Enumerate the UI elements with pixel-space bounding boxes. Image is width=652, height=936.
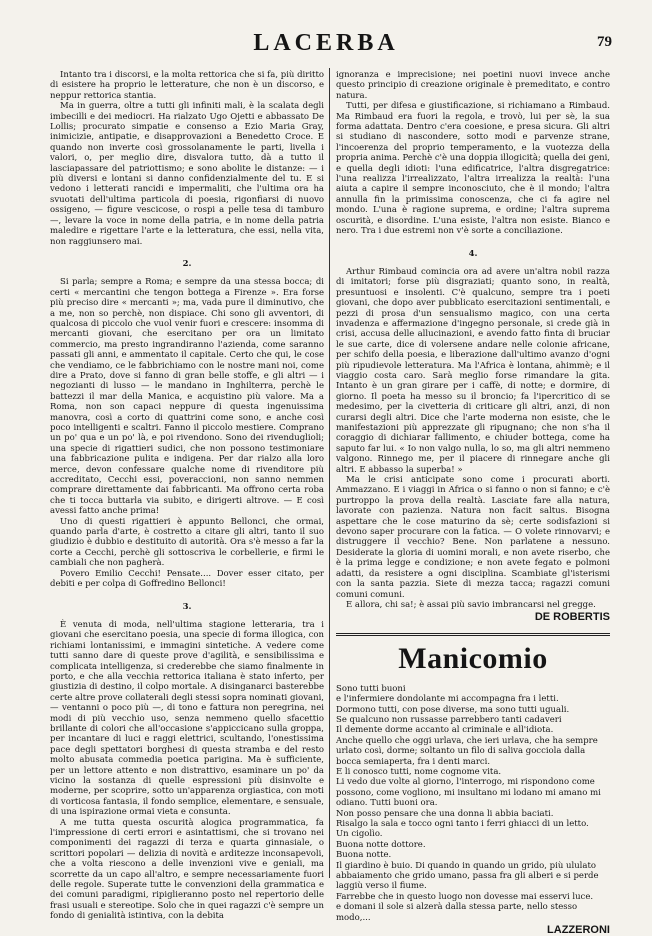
- paragraph: Arthur Rimbaud comincia ora ad avere un'altra nobil razza di imitatori; forse più disgraziati; quanto sono, in realtà, presuntuosi e insolenti. C'è qualcuno, sempre tra i poeti giovani, che dopo aver pubblicato esercitazioni sentimentali, e pezzi di prosa d'un sensualismo magico, con una certa invadenza e affermazione d'ingegno personale, si crede già in crisi, accusa delle allucinazioni, e avendo fatto finta di bruciar le sue carte, dice di volersene andare nelle colonie africane, per schifo della poesia, e liberazione dall'ultimo avanzo d'ogni più ripudievole letteratura. Ma l'Africa è lontana, ahimmè; e il viaggio costa caro. Sarà meglio forse rimandare la gita. Intanto è un gran girare per i caffè, di notte; e dormire, di giorno. Il poeta ha messo su il broncio; fa l'ipercritico di se medesimo, per la civetteria di criticare gli altri, anzi, di non curarsi degli altri. Dice che l'arte moderna non esiste, che le manifestazioni più apprezzate gli ripugnano; che non s'ha il coraggio di dichiarar fallimento, e chiuder bottega, come ha saputo far lui. « Io non valgo nulla, lo so, ma gli altri nemmeno valgono. Rinnego me, per il piacere di rinnegare anche gli altri. E abbasso la superba! »: [336, 266, 610, 475]
- section-number: 2.: [182, 258, 192, 269]
- paragraph: A me tutta questa oscurità alogica programmatica, fa l'impressione di certi errori e asintattismi, che si trovano nei componimenti dei ragazzi di terza e quarta ginnasiale, o scrittori popolari — delizia di novità e arditezze inconsapevoli, che a volta riescono a delle invenzioni vive e geniali, ma scorrette da un capo all'altro, e sempre necessariamente fuori delle regole. Superate tutte le convenzioni della grammatica e dei comuni paradigmi, ripiglieranno posto nel repertorio delle frasi usuali e stereotipe. Solo che in quei ragazzi c'è sempre un fondo di genialità istintiva, con la debita: [50, 817, 324, 922]
- poem-line: Il giardino è buio. Di quando in quando un grido, più ululato abbaiamento che grido umano, passa fra gli alberi e si perde laggiù verso il fiume.: [336, 860, 599, 892]
- poem-line: Buona notte dottore.: [336, 839, 426, 850]
- poem-line: Anche quello che oggi urlava, che ieri urlava, che ha sempre urlato così, dorme; soltanto un filo di saliva gocciola dalla bocca semiaperta, fra i denti marci.: [336, 735, 598, 767]
- paragraph: Uno di questi rigattieri è appunto Bellonci, che ormai, quando parla d'arte, è costretto a citare gli altri, tanto il suo giudizio è dubbio e destituito di autorità. Ora s'è messo a far la corte a Cecchi, perchè gli sottoscriva le corbellerie, e firmi le cambiali che non pagherà.: [50, 516, 324, 569]
- poem-title: Manicomio: [398, 641, 548, 675]
- page-header: [40, 30, 612, 58]
- poem-line: Sono tutti buoni: [336, 683, 406, 694]
- poem-line: Se qualcuno non russasse parrebbero tanti cadaveri: [336, 714, 562, 725]
- poem-line: e l'infermiere dondolante mi accompagna fra i letti.: [336, 694, 559, 705]
- paragraph: Tutti, per difesa e giustificazione, si richiamano a Rimbaud. Ma Rimbaud era fuori la regola, e trovò, lui per sè, la sua forma adattata. Dentro c'era coesione, e presa sicura. Gli altri si studiano di nascondere, sotto modi e parvenze strane, l'incoerenza del proprio temperamento, e la vuotezza della propria anima. Perchè c'è una doppia illogicità; quella dei geni, e quella degli idioti: l'una edificatrice, l'altra disgregatrice: l'una realizza l'irrealizzato, l'altra irrealizza la realtà: l'una aiuta a capire il sempre inconosciuto, che è il mondo; l'altra annulla fin la primissima conoscenza, che ci fa agire nel mondo. L'una è ragione suprema, e ordine; l'altra suprema oscurità, e disordine. L'una esiste, l'altra non esiste. Bianco e nero. Tra i due estremi non v'è sorte a conciliazione.: [336, 101, 610, 237]
- paragraph: Intanto tra i discorsi, e la molta rettorica che si fa, più diritto di esistere ha proprio le letterature, che non è un discorso, e neppur rettorica stantia.: [50, 70, 324, 101]
- section-number: 4.: [468, 248, 478, 259]
- paragraph: Ma in guerra, oltre a tutti gli infiniti mali, è la scalata degli imbecilli e dei mediocri. Ha rialzato Ugo Ojetti e abbassato De Lollis; procurato simpatie e consenso a Ezio Maria Gray, inimicizie, antipatie, e disapprovazioni a Benedetto Croce. E quando non inverte così grossolanamente le parti, livella i valori, o, per meglio dire, disvalora tutto, dà a tutto il lasciapassare del patriottismo; e sono abolite le distanze: — i più diversi e lontani si danno confidenzialmente del tu. E si vedono i letterati rancidi e impermaliti, che l'ultima ora ha svuotati dell'ultima particola di poesia, rigonfiarsi di nuovo ossigeno, — figure vescicose, o rospi a pelle tesa di tamburo —, levare la voce in nome della patria, e in nome della patria maledire e rigettare l'arte e la letteratura, che essi, nella vita, non raggiunsero mai.: [50, 101, 324, 247]
- paragraph: E allora, chi sa!; è assai più savio imbrancarsi nel gregge.: [346, 599, 596, 610]
- article-continuation: [336, 70, 610, 610]
- left-column: [50, 70, 324, 922]
- author-signature: DE ROBERTIS: [534, 611, 610, 624]
- poem-line: Farrebbe che in questo luogo non dovesse mai esservi luce.: [336, 891, 594, 902]
- poem-line: Un cigolìo.: [336, 829, 383, 840]
- poem-signature: LAZZERONI: [547, 924, 610, 936]
- page-number: 79: [597, 34, 612, 50]
- section-divider: [336, 633, 610, 636]
- poem-line: Dormono tutti, con pose diverse, ma sono tutti uguali.: [336, 704, 570, 715]
- poem-line: e domani il sole si alzerà dalla stessa parte, nello stesso modo,...: [336, 902, 578, 923]
- paragraph: È venuta di moda, nell'ultima stagione letteraria, tra i giovani che esercitano poesia, una specie di forma illogica, con richiami lontanissimi, e immagini sintetiche. A vedere come tutti sanno dare di queste prove d'agilità, e sensibilissima e complicata intelligenza, si crederebbe che siamo finalmente in porto, e che alla vecchia rettorica italiana è stato inferto, per giustizia di destino, il colpo mortale. A disinganarci basterebbe certe altre prove collaterali degli stessi sopra nominati giovani, — ventanni o poco più —, di tono e fattura non peregrina, nei modi di più vecchio uso, senza nemmeno quello sfacettio brillante di colori che all'occasione s'appiccicano sulla groppa, per incantare di luci e raggi elettrici, scultando, l'onestissima pace degli spettatori borghesi di questa stramba e del resto molto abusata commedia poetica parigina. Ma è sufficiente, per un lettore attento e non distrattivo, esaminare un po' da vicino la sostanza di quelle espressioni più disinvolte e moderne, per scoprire, sotto un'apparenza orgiastica, con moti di vorticosa fantasia, il fondo semplice, elementare, e sensuale, di una ispirazione ormai vieta e consunta.: [50, 619, 324, 818]
- section-number: 3.: [182, 601, 192, 612]
- right-column: [336, 70, 610, 935]
- poem-line: E li conosco tutti, nome cognome vita.: [336, 766, 502, 777]
- column-divider: [329, 68, 330, 878]
- poem-line: Risalgo la sala e tocco ogni tanto i ferri ghiacci di un letto.: [336, 819, 589, 829]
- poem-body: [336, 684, 610, 923]
- paragraph: Ma le crisi anticipate sono come i procurati aborti. Ammazzano. E i viaggi in Africa o si fanno o non si fanno; e c'è purtroppo la prova della realtà. Lasciate fare alla natura, lavorate con pazienza. Natura non facit saltus. Bisogna aspettare che le cose maturino da sè; certe sodisfazioni si devono saper procurare con la fatica. — O volete rinnovarvi; e distruggere il vecchio? Bene. Non parlatene a nessuno. Desiderate la gloria di uomini morali, e non avete riserbo, che è la prima legge e condizione; e non avete fegato e polmoni adatti, da resistere a ogni disciplina. Scambiate gl'isterismi con la santa pazzia. Siete di mezza tacca; ragazzi comuni comuni comuni.: [336, 475, 610, 600]
- poem-line: Li vedo due volte al giorno, l'interrogo, mi rispondono come possono, come vogliono, mi insultano mi lodano mi amano mi odiano. Tutti buoni ora.: [336, 777, 601, 809]
- paragraph: Si parla; sempre a Roma; e sempre da una stessa bocca; di certi « mercantini che tengon bottega a Firenze ». Era forse più preciso dire « mercanti »; ma, vada pure il diminutivo, che a me, non so perchè, non dispiace. Chi sono gli avventori, di qualcosa di piccolo che vuol venir fuori e crescere: insomma di mercanti giovani, che esercitano per ora un limitato commercio, ma presto ingrandiranno l'azienda, come saranno passati gli anni, e ammentato il capitale. Certo che qui, le cose che vendiamo, ce le fabbrichiamo con le nostre mani noi, come dire a Prato, dove si fanno di gran belle stoffe, e gli altri — i negozianti di lusso — le mandano in Inghilterra, perchè le battezzi il mar della Manica, e acquistino più valore. Ma a Roma, non son capaci neppure di questa ingenuissima manovra, così a corto di quattrini come sono, e anche così poco intelligenti e scaltri. Fanno il piccolo mestiere. Comprano un po' qua e un po' là, e poi rivendono. Sono dei rivenduglioli; una specie di rigattieri sudici, che non possono testimoniare una fabbricazione pulita e indigena. Per dar rialzo alla loro merce, devon confessare qualche nome di rivenditore più accreditato, Cecchi essi, poveraccioni, non sanno nemmen comprare direttamente dai fabbricanti. Ma offrono certa roba che ti tocca buttarla via subito, e dirigerti altrove. — E così avessi fatto anche prima!: [50, 277, 324, 517]
- masthead: LACERBA: [253, 30, 399, 56]
- poem-line: Non posso pensare che una donna li abbia baciati.: [336, 808, 554, 819]
- paragraph: ignoranza e imprecisione; nei poetini nuovi invece anche questo principio di creazione originale è premeditato, e contro natura.: [336, 70, 610, 101]
- paragraph: Povero Emilio Cecchi! Pensate.... Dover esser citato, per debiti e per colpa di Goffredino Bellonci!: [50, 568, 324, 590]
- poem-line: Buona notte.: [336, 850, 392, 861]
- poem-line: Il demente dorme accanto al criminale e all'idiota.: [336, 725, 554, 736]
